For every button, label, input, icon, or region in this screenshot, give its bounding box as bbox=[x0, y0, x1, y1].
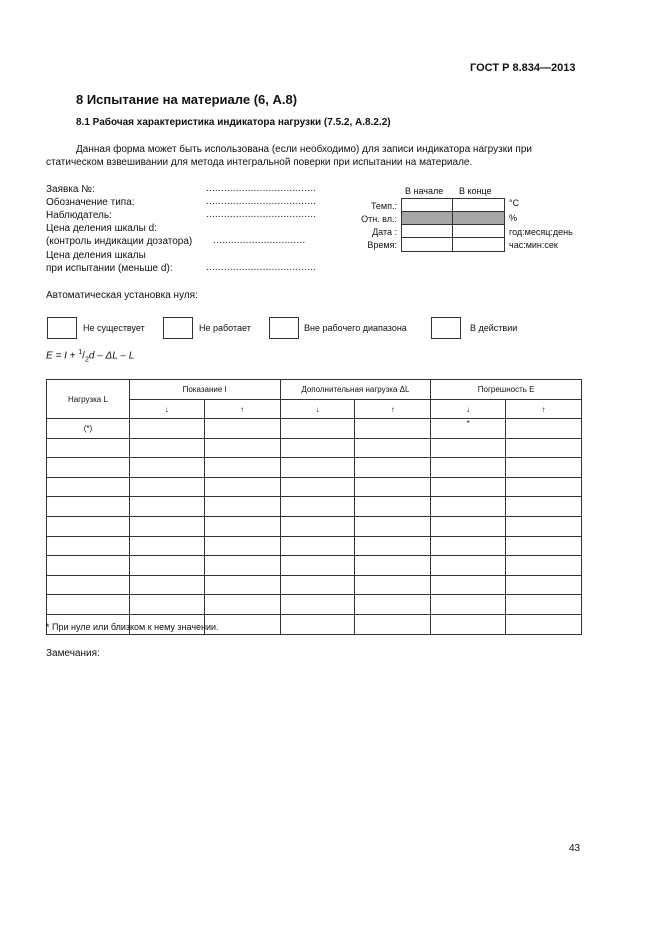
option-not-exist-checkbox[interactable] bbox=[47, 317, 77, 339]
remarks-label: Замечания: bbox=[46, 648, 100, 659]
option-out-of-range-checkbox[interactable] bbox=[269, 317, 299, 339]
table-cell[interactable] bbox=[47, 595, 130, 615]
table-cell[interactable] bbox=[506, 516, 582, 536]
table-cell[interactable] bbox=[431, 575, 506, 595]
table-cell[interactable] bbox=[506, 458, 582, 478]
table-cell[interactable] bbox=[47, 516, 130, 536]
table-cell[interactable] bbox=[355, 419, 431, 439]
field-dots-observer[interactable]: ..................................... bbox=[206, 209, 317, 220]
header-indication: Показание I bbox=[129, 380, 280, 400]
table-cell[interactable] bbox=[506, 497, 582, 517]
table-cell[interactable] bbox=[47, 575, 130, 595]
field-label-observer: Наблюдатель: bbox=[46, 210, 112, 221]
table-row bbox=[47, 497, 582, 517]
arrow-down-icon: ↓ bbox=[431, 400, 506, 419]
intro-paragraph: Данная форма может быть использована (если необходимо) для записи индикатора нагрузки при статическом взвешивании для метода интегральной поверки при испытании на материале. bbox=[46, 144, 532, 168]
header-load: Нагрузка L bbox=[47, 380, 130, 419]
field-label-test-division: Цена деления шкалы bbox=[46, 250, 146, 261]
table-cell[interactable] bbox=[47, 438, 130, 458]
table-cell[interactable] bbox=[129, 575, 204, 595]
table-row bbox=[47, 536, 582, 556]
option-not-exist-label: Не существует bbox=[83, 323, 145, 333]
option-not-working-checkbox[interactable] bbox=[163, 317, 193, 339]
field-label-type: Обозначение типа: bbox=[46, 197, 135, 208]
table-cell[interactable] bbox=[129, 595, 204, 615]
table-cell[interactable] bbox=[506, 536, 582, 556]
conditions-label-humidity: Отн. вл.: bbox=[361, 214, 397, 224]
conditions-col-end: В конце bbox=[459, 186, 492, 196]
page-number: 43 bbox=[569, 843, 581, 854]
table-cell[interactable] bbox=[355, 497, 431, 517]
conditions-unit-humidity: % bbox=[509, 213, 518, 223]
option-in-action-label: В действии bbox=[470, 323, 518, 333]
table-cell[interactable] bbox=[47, 497, 130, 517]
table-cell[interactable] bbox=[506, 438, 582, 458]
table-cell[interactable] bbox=[431, 438, 506, 458]
table-cell[interactable] bbox=[280, 575, 355, 595]
table-cell[interactable] bbox=[204, 438, 280, 458]
arrow-up-icon: ↑ bbox=[204, 400, 280, 419]
table-cell[interactable] bbox=[506, 595, 582, 615]
table-cell[interactable] bbox=[129, 556, 204, 576]
field-dots-test-division[interactable]: ..................................... bbox=[206, 262, 317, 273]
table-cell[interactable] bbox=[204, 575, 280, 595]
table-row bbox=[47, 516, 582, 536]
conditions-label-time: Время: bbox=[367, 240, 397, 250]
field-dots-type[interactable]: ..................................... bbox=[206, 196, 317, 207]
field-label-application: Заявка №: bbox=[46, 184, 95, 195]
table-cell[interactable] bbox=[431, 458, 506, 478]
table-row bbox=[47, 556, 582, 576]
table-row bbox=[47, 419, 582, 439]
table-cell[interactable] bbox=[129, 497, 204, 517]
table-cell[interactable] bbox=[355, 556, 431, 576]
arrow-up-icon: ↑ bbox=[506, 400, 582, 419]
time-end-cell[interactable] bbox=[452, 237, 505, 252]
table-cell[interactable] bbox=[204, 556, 280, 576]
table-cell[interactable] bbox=[47, 458, 130, 478]
field-label-test-division-less: при испытании (меньше d): bbox=[46, 263, 173, 274]
table-cell[interactable] bbox=[431, 595, 506, 615]
table-cell[interactable] bbox=[506, 575, 582, 595]
arrow-up-icon: ↑ bbox=[355, 400, 431, 419]
header-error: Погрешность E bbox=[431, 380, 582, 400]
table-cell[interactable] bbox=[129, 458, 204, 478]
table-cell[interactable] bbox=[47, 536, 130, 556]
field-label-dispenser-control: (контроль индикации дозатора) bbox=[46, 236, 193, 247]
table-cell[interactable] bbox=[431, 556, 506, 576]
table-cell[interactable] bbox=[204, 477, 280, 497]
table-row bbox=[47, 595, 582, 615]
table-cell[interactable] bbox=[204, 516, 280, 536]
table-cell[interactable] bbox=[431, 516, 506, 536]
table-cell[interactable] bbox=[355, 458, 431, 478]
table-cell[interactable] bbox=[204, 536, 280, 556]
table-cell[interactable] bbox=[280, 477, 355, 497]
table-cell[interactable] bbox=[204, 419, 280, 439]
table-cell[interactable] bbox=[280, 556, 355, 576]
auto-zero-label: Автоматическая установка нуля: bbox=[46, 290, 198, 301]
table-cell[interactable] bbox=[204, 497, 280, 517]
table-cell[interactable] bbox=[129, 516, 204, 536]
table-cell[interactable] bbox=[280, 536, 355, 556]
table-cell[interactable] bbox=[280, 458, 355, 478]
table-cell[interactable] bbox=[506, 614, 582, 634]
table-row bbox=[47, 477, 582, 497]
document-id: ГОСТ Р 8.834—2013 bbox=[470, 62, 576, 74]
table-cell[interactable] bbox=[47, 556, 130, 576]
table-row bbox=[47, 438, 582, 458]
table-cell[interactable] bbox=[431, 536, 506, 556]
table-row bbox=[47, 575, 582, 595]
table-cell[interactable] bbox=[355, 536, 431, 556]
option-out-of-range-label: Вне рабочего диапазона bbox=[304, 323, 407, 333]
table-cell[interactable] bbox=[355, 575, 431, 595]
table-cell[interactable] bbox=[129, 477, 204, 497]
results-table bbox=[46, 379, 582, 635]
table-cell[interactable] bbox=[431, 614, 506, 634]
option-not-working-label: Не работает bbox=[199, 323, 251, 333]
arrow-down-icon: ↓ bbox=[129, 400, 204, 419]
table-cell-error-mark[interactable]: * bbox=[431, 419, 506, 439]
table-cell[interactable] bbox=[280, 419, 355, 439]
field-dots-application[interactable]: ..................................... bbox=[206, 183, 317, 194]
table-cell[interactable] bbox=[355, 595, 431, 615]
table-cell[interactable] bbox=[204, 595, 280, 615]
table-cell[interactable] bbox=[355, 614, 431, 634]
table-cell[interactable] bbox=[506, 419, 582, 439]
table-cell[interactable] bbox=[506, 477, 582, 497]
conditions-label-temp: Темп.: bbox=[370, 201, 397, 211]
table-cell[interactable] bbox=[280, 497, 355, 517]
time-start-cell[interactable] bbox=[401, 237, 454, 252]
table-row bbox=[47, 458, 582, 478]
table-cell[interactable] bbox=[355, 516, 431, 536]
table-cell-load-zero[interactable]: (*) bbox=[47, 419, 130, 439]
table-cell[interactable] bbox=[129, 438, 204, 458]
conditions-col-start: В начале bbox=[405, 186, 444, 196]
table-cell[interactable] bbox=[129, 419, 204, 439]
conditions-unit-time: час:мин:сек bbox=[509, 240, 558, 250]
error-formula: $E = I + ^1/_2d - \Delta L - L$ bbox=[46, 349, 135, 364]
table-cell[interactable] bbox=[47, 477, 130, 497]
header-additional-load: Дополнительная нагрузка ΔL bbox=[280, 380, 431, 400]
section-subtitle: 8.1 Рабочая характеристика индикатора нагрузки (7.5.2, А.8.2.2) bbox=[76, 117, 391, 128]
table-cell[interactable] bbox=[431, 497, 506, 517]
table-cell[interactable] bbox=[506, 556, 582, 576]
footnote: * При нуле или близком к нему значении. bbox=[46, 622, 219, 632]
table-cell[interactable] bbox=[280, 516, 355, 536]
option-in-action-checkbox[interactable] bbox=[431, 317, 461, 339]
table-cell[interactable] bbox=[280, 438, 355, 458]
field-dots-dispenser-control[interactable]: ............................... bbox=[213, 235, 306, 246]
table-cell[interactable] bbox=[280, 595, 355, 615]
section-title: 8 Испытание на материале (6, А.8) bbox=[76, 92, 298, 107]
field-label-scale-division: Цена деления шкалы d: bbox=[46, 223, 157, 234]
arrow-down-icon: ↓ bbox=[280, 400, 355, 419]
table-cell[interactable] bbox=[355, 477, 431, 497]
table-cell[interactable] bbox=[204, 458, 280, 478]
conditions-unit-date: год:месяц:день bbox=[509, 227, 573, 237]
table-cell[interactable] bbox=[355, 438, 431, 458]
table-cell[interactable] bbox=[280, 614, 355, 634]
table-cell[interactable] bbox=[431, 477, 506, 497]
conditions-unit-temp: °C bbox=[509, 198, 520, 208]
table-cell[interactable] bbox=[129, 536, 204, 556]
conditions-label-date: Дата : bbox=[372, 227, 397, 237]
